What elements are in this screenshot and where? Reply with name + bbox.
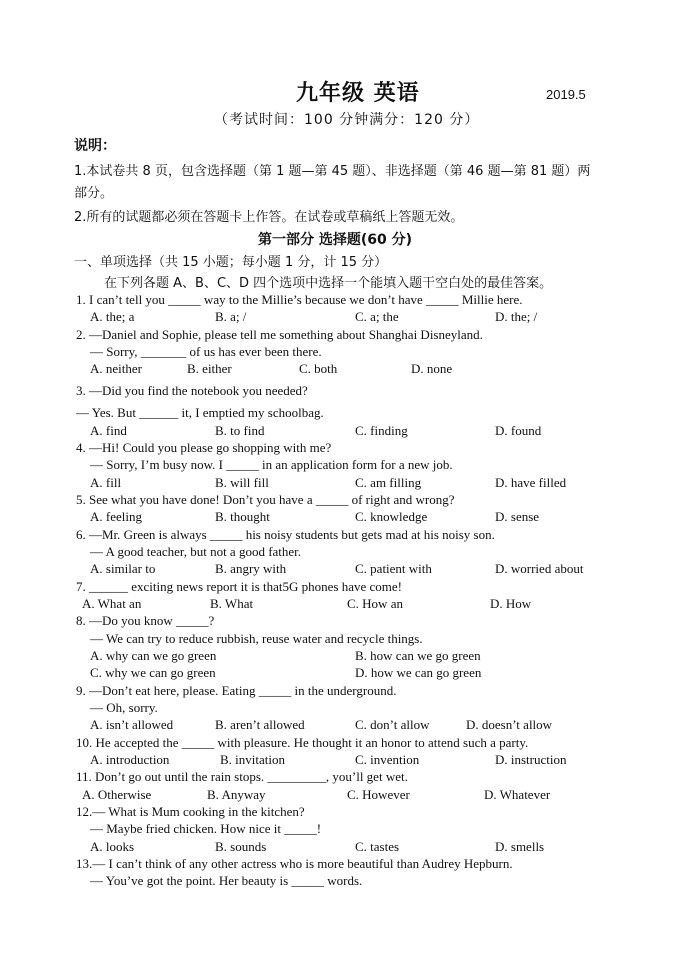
exam-title: 九年级 英语 <box>296 81 420 106</box>
question-12-option-c: C. tastes <box>355 839 400 854</box>
question-4-option-c: C. am filling <box>355 475 422 490</box>
question-8-option-b: B. how can we go green <box>355 648 481 663</box>
question-5-option-b: B. thought <box>215 509 270 524</box>
question-4-option-a: A. fill <box>90 475 122 490</box>
question-13-reply: — You’ve got the point. Her beauty is _____ words. <box>90 873 363 888</box>
question-10-option-d: D. instruction <box>495 752 567 767</box>
question-12-reply: — Maybe fried chicken. How nice it _____! <box>90 821 322 836</box>
notes-item-1-line-2: 部分。 <box>74 186 114 201</box>
question-5-option-a: A. feeling <box>90 509 142 524</box>
question-9-stem: 9. —Don’t eat here, please. Eating _____ in the underground. <box>76 683 397 698</box>
question-1-option-b: B. a; / <box>215 309 247 324</box>
question-10-option-a: A. introduction <box>90 752 170 767</box>
question-5-option-c: C. knowledge <box>355 509 428 524</box>
exam-date: 2019.5 <box>546 87 586 102</box>
question-9-reply: — Oh, sorry. <box>90 700 158 715</box>
question-1-option-d: D. the; / <box>495 309 538 324</box>
question-1-option-a: A. the; a <box>90 309 135 324</box>
question-4-stem: 4. —Hi! Could you please go shopping with me? <box>76 440 332 455</box>
question-8-option-c: C. why we can go green <box>90 665 216 680</box>
question-2-option-b: B. either <box>187 361 232 376</box>
question-11-option-d: D. Whatever <box>484 787 551 802</box>
question-11-stem: 11. Don’t go out until the rain stops. _________, you’ll get wet. <box>76 769 408 784</box>
question-9-option-d: D. doesn’t allow <box>466 717 553 732</box>
question-7-option-a: A. What an <box>82 596 142 611</box>
question-10-option-c: C. invention <box>355 752 420 767</box>
part-one-title: 第一部分 选择题(60 分) <box>258 232 413 248</box>
question-3-reply: — Yes. But ______ it, I emptied my schoolbag. <box>76 405 324 420</box>
question-6-reply: — A good teacher, but not a good father. <box>90 544 302 559</box>
question-2-option-a: A. neither <box>90 361 142 376</box>
question-11-option-b: B. Anyway <box>207 787 266 802</box>
question-6-option-a: A. similar to <box>90 561 156 576</box>
question-3-option-b: B. to find <box>215 423 265 438</box>
question-8-reply: — We can try to reduce rubbish, reuse water and recycle things. <box>90 631 423 646</box>
exam-subtitle: （考试时间：100 分钟满分：120 分） <box>214 112 480 128</box>
question-12-option-b: B. sounds <box>215 839 267 854</box>
question-6-stem: 6. —Mr. Green is always _____ his noisy students but gets mad at his noisy son. <box>76 527 495 542</box>
question-12-stem: 12.— What is Mum cooking in the kitchen? <box>76 804 305 819</box>
question-12-option-d: D. smells <box>495 839 545 854</box>
question-2-option-d: D. none <box>411 361 453 376</box>
question-6-option-d: D. worried about <box>495 561 584 576</box>
question-10-stem: 10. He accepted the _____ with pleasure. He thought it an honor to attend such a party. <box>76 735 529 750</box>
question-9-option-c: C. don’t allow <box>355 717 430 732</box>
question-2-option-c: C. both <box>299 361 338 376</box>
notes-item-1-line-1: 1.本试卷共 8 页，包含选择题（第 1 题—第 45 题）、非选择题（第 46 题—第 81 题）两 <box>74 164 591 179</box>
question-7-option-b: B. What <box>210 596 254 611</box>
question-10-option-b: B. invitation <box>220 752 285 767</box>
question-3-option-d: D. found <box>495 423 542 438</box>
notes-heading: 说明： <box>74 138 116 154</box>
question-4-option-d: D. have filled <box>495 475 567 490</box>
question-12-option-a: A. looks <box>90 839 135 854</box>
question-3-option-c: C. finding <box>355 423 408 438</box>
question-7-option-d: D. How <box>490 596 532 611</box>
question-6-option-b: B. angry with <box>215 561 287 576</box>
question-11-option-c: C. However <box>347 787 410 802</box>
question-13-stem: 13.— I can’t think of any other actress who is more beautiful than Audrey Hepburn. <box>76 856 513 871</box>
question-5-stem: 5. See what you have done! Don’t you have a _____ of right and wrong? <box>76 492 455 507</box>
question-11-option-a: A. Otherwise <box>82 787 152 802</box>
question-4-reply: — Sorry, I’m busy now. I _____ in an application form for a new job. <box>90 457 453 472</box>
question-2-stem: 2. —Daniel and Sophie, please tell me something about Shanghai Disneyland. <box>76 327 483 342</box>
section-one-title: 一、单项选择（共 15 小题；每小题 1 分，计 15 分） <box>74 255 388 270</box>
question-5-option-d: D. sense <box>495 509 540 524</box>
question-2-reply: — Sorry, _______ of us has ever been there. <box>90 344 322 359</box>
notes-item-2: 2.所有的试题都必须在答题卡上作答。在试卷或草稿纸上答题无效。 <box>74 210 464 225</box>
question-6-option-c: C. patient with <box>355 561 432 576</box>
question-8-option-a: A. why can we go green <box>90 648 217 663</box>
question-9-option-a: A. isn’t allowed <box>90 717 174 732</box>
question-7-option-c: C. How an <box>347 596 403 611</box>
section-one-instruction: 在下列各题 A、B、C、D 四个选项中选择一个能填入题干空白处的最佳答案。 <box>104 276 553 291</box>
question-3-option-a: A. find <box>90 423 127 438</box>
question-1-option-c: C. a; the <box>355 309 399 324</box>
question-8-stem: 8. —Do you know _____? <box>76 613 215 628</box>
question-4-option-b: B. will fill <box>215 475 269 490</box>
question-7-stem: 7. ______ exciting news report it is that5G phones have come! <box>76 579 403 594</box>
question-1-stem: 1. I can’t tell you _____ way to the Millie’s because we don’t have _____ Millie here. <box>76 292 523 307</box>
question-8-option-d: D. how we can go green <box>355 665 482 680</box>
question-9-option-b: B. aren’t allowed <box>215 717 305 732</box>
question-3-stem: 3. —Did you find the notebook you needed? <box>76 383 308 398</box>
